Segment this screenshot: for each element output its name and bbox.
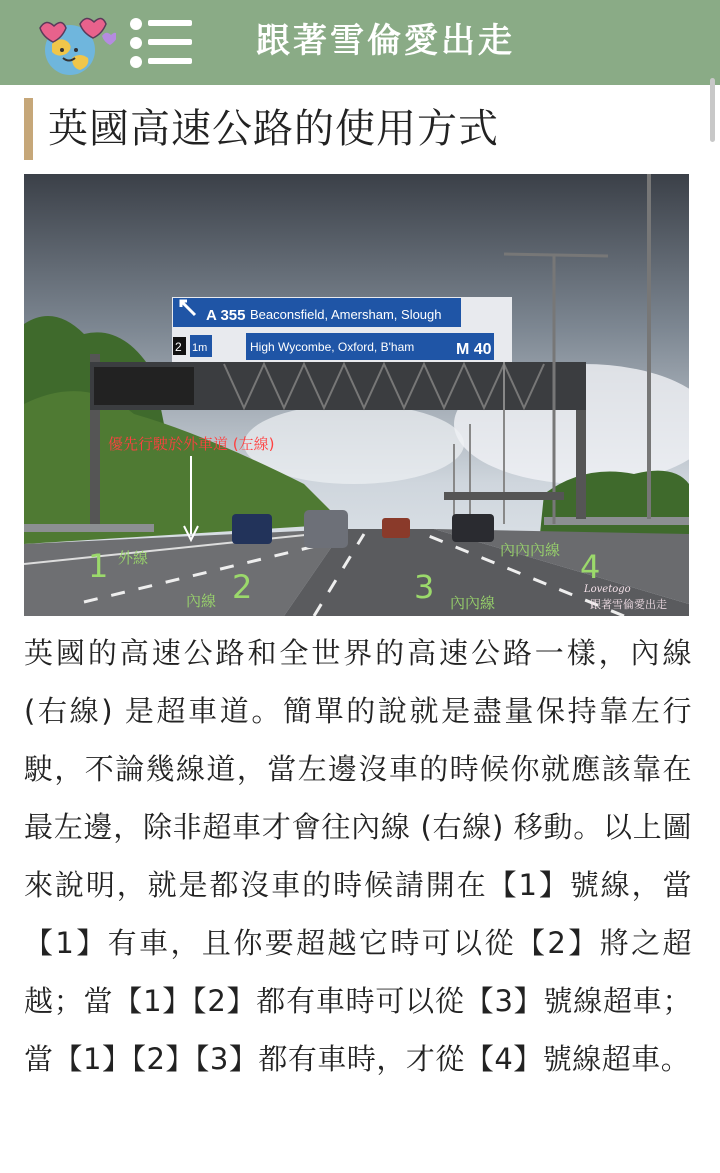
lane-4-label: 內內內線 xyxy=(500,541,561,559)
menu-list-icon[interactable] xyxy=(128,18,194,68)
lane-2-number: 2 xyxy=(232,568,253,606)
sign-bottom-destination: High Wycombe, Oxford, B'ham xyxy=(250,340,415,354)
article-heading xyxy=(24,98,704,160)
lane-3-label: 內內線 xyxy=(450,594,496,612)
lane-1-number: 1 xyxy=(88,547,109,585)
top-bar xyxy=(0,0,720,85)
article-paragraph: 英國的高速公路和全世界的高速公路一樣，內線 (右線) 是超車道。簡單的說就是盡量保持靠左行駛，不論幾線道，當左邊沒車的時候你就應該靠在最左邊，除非超車才會往內線 (右線) 移動。以上圖來說明，就是都沒車的時候請開在【1】號線，當【1】有車，且你要超越它時可以從【2】將之超越；當【1】【2】都有車時可以從【3】號線超車；當【1】【2】【3】都有車時，才從【4】號線超車。 xyxy=(24,636,692,1076)
lane-2-label: 內線 xyxy=(186,592,217,610)
sign-motorway: M 40 xyxy=(456,341,492,358)
scrollbar[interactable] xyxy=(710,78,715,142)
page-title: 英國高速公路的使用方式 xyxy=(48,106,499,152)
watermark-script: Lovetogo xyxy=(584,584,631,595)
sign-junction: 2 xyxy=(175,340,182,354)
lane-4-number: 4 xyxy=(580,548,601,586)
sign-distance: 1m xyxy=(192,342,208,354)
heading-accent-bar xyxy=(24,98,33,160)
globe-hearts-logo-icon[interactable] xyxy=(32,10,116,78)
lane-1-label: 外線 xyxy=(118,549,149,567)
site-title[interactable]: 跟著雪倫愛出走 xyxy=(256,21,515,61)
lane-3-number: 3 xyxy=(414,568,435,606)
overtake-caption: 優先行駛於外車道 (左線) xyxy=(108,435,275,453)
watermark-text: 跟著雪倫愛出走 xyxy=(590,598,667,611)
sign-top-code: A 355 xyxy=(206,307,246,324)
sign-top-destination: Beaconsfield, Amersham, Slough xyxy=(250,307,442,322)
motorway-photo xyxy=(24,174,689,616)
